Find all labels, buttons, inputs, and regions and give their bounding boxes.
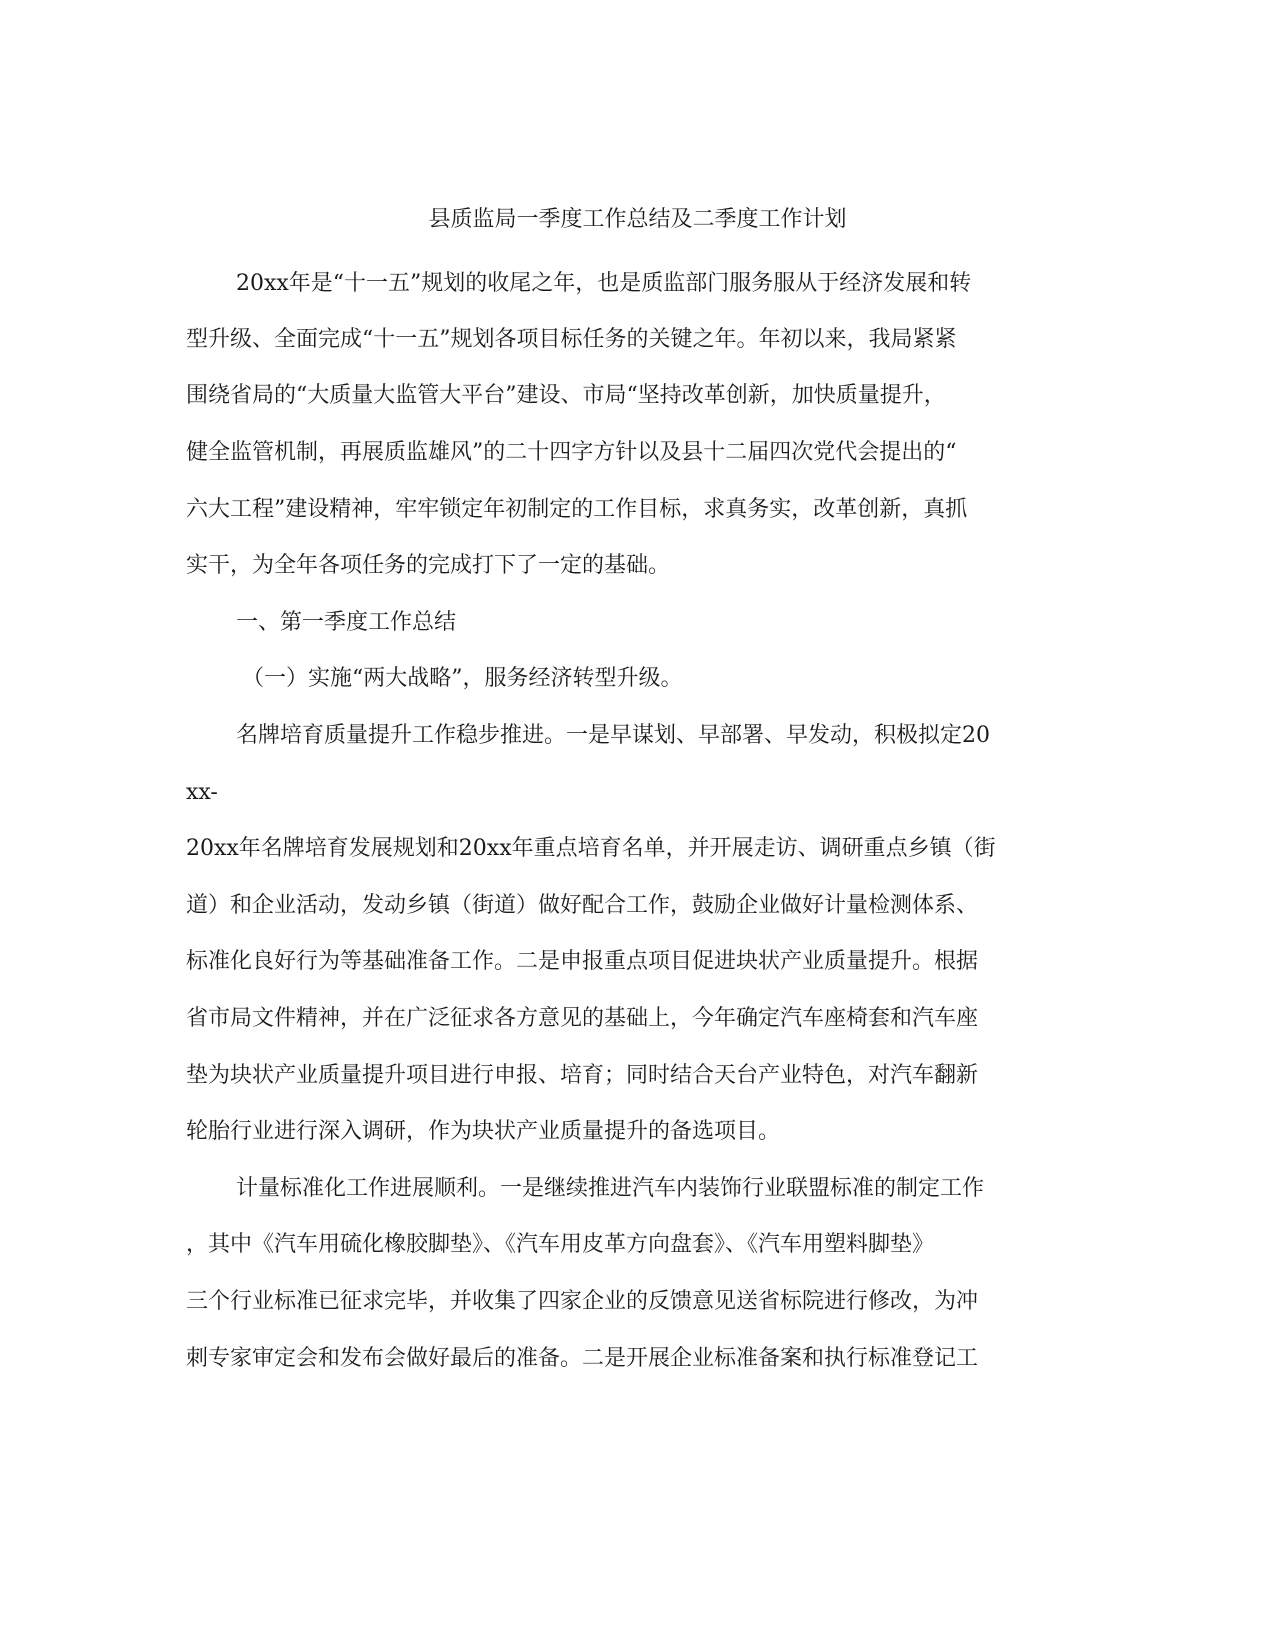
paragraph-line: 刺专家审定会和发布会做好最后的准备。二是开展企业标准备案和执行标准登记工 <box>186 1346 979 1371</box>
paragraph-line: 健全监管机制，再展质监雄风”的二十四字方针以及县十二届四次党代会提出的“ <box>186 440 957 465</box>
paragraph-line: 垫为块状产业质量提升项目进行申报、培育；同时结合天台产业特色，对汽车翻新 <box>186 1063 979 1088</box>
paragraph-line: 20xx年是“十一五”规划的收尾之年，也是质监部门服务服从于经济发展和转 <box>236 271 972 296</box>
paragraph-line: 三个行业标准已征求完毕，并收集了四家企业的反馈意见送省标院进行修改，为冲 <box>186 1289 979 1314</box>
document-title: 县质监局一季度工作总结及二季度工作计划 <box>428 207 847 232</box>
paragraph-line: ，其中《汽车用硫化橡胶脚垫》、《汽车用皮革方向盘套》、《汽车用塑料脚垫》 <box>186 1232 935 1257</box>
paragraph-line: 型升级、全面完成“十一五”规划各项目标任务的关键之年。年初以来，我局紧紧 <box>186 327 957 352</box>
paragraph-line: 围绕省局的“大质量大监管大平台”建设、市局“坚持改革创新，加快质量提升， <box>186 383 946 408</box>
subsection-heading: （一）实施“两大战略”，服务经济转型升级。 <box>242 666 683 691</box>
paragraph-line: 名牌培育质量提升工作稳步推进。一是早谋划、早部署、早发动，积极拟定20 <box>236 723 990 748</box>
paragraph-line: xx- <box>186 780 218 805</box>
paragraph-line: 轮胎行业进行深入调研，作为块状产业质量提升的备选项目。 <box>186 1119 781 1144</box>
paragraph-line: 道）和企业活动，发动乡镇（街道）做好配合工作，鼓励企业做好计量检测体系、 <box>186 893 979 918</box>
section-heading: 一、第一季度工作总结 <box>236 610 457 635</box>
paragraph-line: 20xx年名牌培育发展规划和20xx年重点培育名单，并开展走访、调研重点乡镇（街 <box>186 836 996 861</box>
paragraph-line: 计量标准化工作进展顺利。一是继续推进汽车内装饰行业联盟标准的制定工作 <box>236 1176 985 1201</box>
paragraph-line: 六大工程”建设精神，牢牢锁定年初制定的工作目标，求真务实，改革创新，真抓 <box>186 497 968 522</box>
paragraph-line: 省市局文件精神，并在广泛征求各方意见的基础上，今年确定汽车座椅套和汽车座 <box>186 1006 979 1031</box>
paragraph-line: 标准化良好行为等基础准备工作。二是申报重点项目促进块状产业质量提升。根据 <box>186 949 979 974</box>
paragraph-line: 实干，为全年各项任务的完成打下了一定的基础。 <box>186 553 671 578</box>
